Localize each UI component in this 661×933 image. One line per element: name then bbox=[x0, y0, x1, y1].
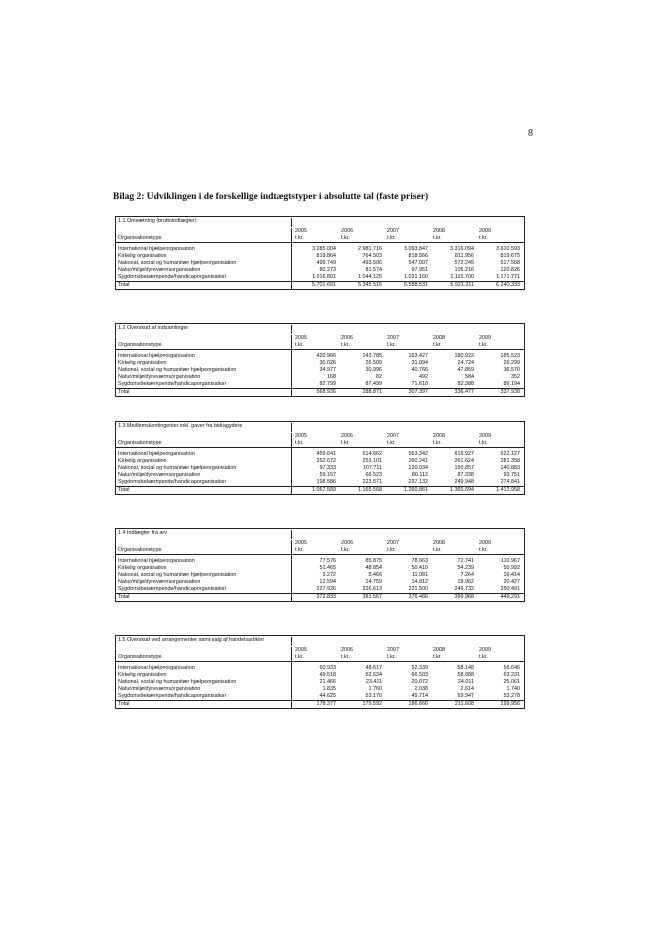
cell-value: 572.245 bbox=[454, 260, 474, 266]
total-value: 336.477 bbox=[454, 389, 474, 395]
row-label: Sygdomsbekæmpende/handicaporganisation bbox=[116, 274, 292, 281]
cell-value: 168 bbox=[327, 374, 336, 380]
year-header: 2005 bbox=[295, 647, 307, 653]
cell-value: 53.170 bbox=[365, 693, 382, 699]
cell-value: 26.509 bbox=[365, 360, 382, 366]
row-label: Natur/miljø/dyreværnsorganisation bbox=[116, 686, 292, 693]
data-table bbox=[115, 216, 525, 290]
total-value: 211.608 bbox=[454, 701, 474, 707]
table-title: 1.1 Omsætning (bruttoindtægter) bbox=[116, 218, 292, 227]
unit-header: t.kr. bbox=[341, 235, 350, 241]
year-header: 2008 bbox=[433, 335, 445, 341]
total-row bbox=[116, 700, 524, 708]
cell-value: 48.854 bbox=[365, 565, 382, 571]
year-header: 2005 bbox=[295, 433, 307, 439]
cell-value: 1.835 bbox=[322, 686, 336, 692]
cell-value: 36.570 bbox=[503, 367, 520, 373]
cell-value: 66.523 bbox=[365, 472, 382, 478]
row-label: Sygdomsbekæmpende/handicaporganisation bbox=[116, 479, 292, 486]
cell-value: 764.503 bbox=[362, 253, 382, 259]
cell-value: 261.624 bbox=[454, 458, 474, 464]
table-row bbox=[116, 381, 524, 388]
unit-header: t.kr. bbox=[295, 440, 304, 446]
cell-value: 180.922 bbox=[454, 353, 474, 359]
total-label: Total bbox=[116, 487, 292, 494]
total-value: 288.871 bbox=[362, 389, 382, 395]
cell-value: 52.339 bbox=[411, 665, 428, 671]
total-value: 1.067.589 bbox=[312, 487, 336, 493]
cell-value: 80.273 bbox=[319, 267, 336, 273]
cell-value: 140.883 bbox=[500, 465, 520, 471]
row-label: International hjælpeorganisation bbox=[116, 558, 292, 565]
row-label: Natur/miljø/dyreværnsorganisation bbox=[116, 374, 292, 381]
total-value: 568.936 bbox=[316, 389, 336, 395]
row-label: National, social og humanitær hjælpeorganisation bbox=[116, 572, 292, 579]
row-label: Sygdomsbekæmpende/handicaporganisation bbox=[116, 586, 292, 593]
data-table bbox=[115, 528, 525, 602]
cell-value: 819.675 bbox=[500, 253, 520, 259]
year-header: 2009 bbox=[479, 647, 491, 653]
header-spacer bbox=[116, 228, 292, 235]
cell-value: 1.044.125 bbox=[358, 274, 382, 280]
cell-value: 89.194 bbox=[503, 381, 520, 387]
table-row bbox=[116, 572, 524, 579]
cell-value: 5.466 bbox=[368, 572, 382, 578]
cell-value: 24.011 bbox=[457, 679, 474, 685]
cell-value: 25.061 bbox=[503, 679, 520, 685]
year-header: 2009 bbox=[479, 228, 491, 234]
table-row bbox=[116, 451, 524, 458]
table-row bbox=[116, 672, 524, 679]
organisation-type-header: Organisationstype bbox=[116, 342, 292, 349]
table-row bbox=[116, 458, 524, 465]
total-value: 199.956 bbox=[500, 701, 520, 707]
cell-value: 44.625 bbox=[319, 693, 336, 699]
cell-value: 163.427 bbox=[408, 353, 428, 359]
cell-value: 1.031.160 bbox=[404, 274, 428, 280]
cell-value: 87.338 bbox=[457, 472, 474, 478]
unit-header: t.kr. bbox=[387, 235, 396, 241]
unit-header: t.kr. bbox=[433, 235, 442, 241]
cell-value: 58.888 bbox=[457, 672, 474, 678]
year-header: 2006 bbox=[341, 647, 353, 653]
cell-value: 514.662 bbox=[362, 451, 382, 457]
unit-header: t.kr. bbox=[295, 547, 304, 553]
table-row bbox=[116, 465, 524, 472]
total-value: 1.260.861 bbox=[404, 487, 428, 493]
unit-header-row bbox=[116, 342, 524, 350]
unit-header-row bbox=[116, 654, 524, 662]
year-header: 2008 bbox=[433, 647, 445, 653]
table-row bbox=[116, 253, 524, 260]
row-label: Natur/miljø/dyreværnsorganisation bbox=[116, 267, 292, 274]
cell-value: 97.333 bbox=[319, 465, 336, 471]
year-header-row bbox=[116, 227, 524, 235]
cell-value: 49.518 bbox=[319, 672, 336, 678]
cell-value: 120.034 bbox=[408, 465, 428, 471]
total-value: 399.968 bbox=[454, 594, 474, 600]
total-value: 449.291 bbox=[500, 594, 520, 600]
total-value: 186.666 bbox=[408, 701, 428, 707]
cell-value: 420.966 bbox=[316, 353, 336, 359]
header-spacer bbox=[116, 647, 292, 654]
cell-value: 93.751 bbox=[503, 472, 520, 478]
cell-value: 30.996 bbox=[365, 367, 382, 373]
cell-value: 69.947 bbox=[457, 693, 474, 699]
cell-value: 811.956 bbox=[454, 253, 474, 259]
total-label: Total bbox=[116, 389, 292, 396]
page-number: 8 bbox=[528, 128, 533, 139]
cell-value: 2.038 bbox=[414, 686, 428, 692]
year-header-row bbox=[116, 646, 524, 654]
row-label: National, social og humanitær hjælpeorganisation bbox=[116, 260, 292, 267]
table-title: 1.4 Indtægter fra arv bbox=[116, 530, 292, 539]
unit-header: t.kr. bbox=[433, 440, 442, 446]
cell-value: 47.859 bbox=[457, 367, 474, 373]
cell-value: 45.714 bbox=[411, 693, 428, 699]
table-title-row bbox=[116, 636, 524, 646]
organisation-type-header: Organisationstype bbox=[116, 235, 292, 242]
year-header: 2009 bbox=[479, 433, 491, 439]
year-header: 2008 bbox=[433, 433, 445, 439]
unit-header: t.kr. bbox=[341, 547, 350, 553]
year-header: 2007 bbox=[387, 335, 399, 341]
cell-value: 252.672 bbox=[316, 458, 336, 464]
year-header: 2006 bbox=[341, 540, 353, 546]
cell-value: 2.614 bbox=[460, 686, 474, 692]
year-header: 2007 bbox=[387, 228, 399, 234]
row-label: Sygdomsbekæmpende/handicaporganisation bbox=[116, 693, 292, 700]
header-spacer bbox=[116, 433, 292, 440]
year-header: 2007 bbox=[387, 647, 399, 653]
table-row bbox=[116, 579, 524, 586]
year-header: 2005 bbox=[295, 228, 307, 234]
cell-value: 143.785 bbox=[362, 353, 382, 359]
cell-value: 107.711 bbox=[362, 465, 382, 471]
cell-value: 7.264 bbox=[460, 572, 474, 578]
year-header-row bbox=[116, 334, 524, 342]
cell-value: 51.465 bbox=[319, 565, 336, 571]
unit-header: t.kr. bbox=[479, 440, 488, 446]
row-label: Kirkelig organisation bbox=[116, 458, 292, 465]
header-spacer bbox=[116, 540, 292, 547]
cell-value: 1.115.700 bbox=[450, 274, 474, 280]
cell-value: 14.812 bbox=[411, 579, 428, 585]
year-header: 2007 bbox=[387, 540, 399, 546]
cell-value: 818.566 bbox=[408, 253, 428, 259]
cell-value: 87.499 bbox=[365, 381, 382, 387]
cell-value: 60.933 bbox=[319, 665, 336, 671]
cell-value: 12.594 bbox=[319, 579, 336, 585]
cell-value: 274.841 bbox=[500, 479, 520, 485]
unit-header: t.kr. bbox=[387, 547, 396, 553]
row-label: International hjælpeorganisation bbox=[116, 665, 292, 672]
cell-value: 24.724 bbox=[457, 360, 474, 366]
year-header: 2009 bbox=[479, 540, 491, 546]
organisation-type-header: Organisationstype bbox=[116, 547, 292, 554]
cell-value: 1.740 bbox=[506, 686, 520, 692]
cell-value: 18.962 bbox=[457, 579, 474, 585]
cell-value: 54.239 bbox=[457, 565, 474, 571]
cell-value: 21.466 bbox=[319, 679, 336, 685]
table-title: 1.2 Overskud af indsamlinger bbox=[116, 325, 292, 334]
cell-value: 221.500 bbox=[408, 586, 428, 592]
cell-value: 97.951 bbox=[411, 267, 428, 273]
year-header-row bbox=[116, 539, 524, 547]
cell-value: 237.132 bbox=[408, 479, 428, 485]
cell-value: 26.299 bbox=[503, 360, 520, 366]
cell-value: 198.586 bbox=[316, 479, 336, 485]
total-row bbox=[116, 281, 524, 289]
cell-value: 281.358 bbox=[500, 458, 520, 464]
cell-value: 492 bbox=[419, 374, 428, 380]
unit-header: t.kr. bbox=[479, 342, 488, 348]
row-label: International hjælpeorganisation bbox=[116, 451, 292, 458]
row-label: Kirkelig organisation bbox=[116, 672, 292, 679]
row-label: Kirkelig organisation bbox=[116, 565, 292, 572]
total-label: Total bbox=[116, 282, 292, 289]
row-label: Kirkelig organisation bbox=[116, 253, 292, 260]
unit-header: t.kr. bbox=[479, 235, 488, 241]
row-label: National, social og humanitær hjælpeorganisation bbox=[116, 367, 292, 374]
cell-value: 517.568 bbox=[500, 260, 520, 266]
cell-value: 352 bbox=[511, 374, 520, 380]
cell-value: 3.285.004 bbox=[312, 246, 336, 252]
cell-value: 1.171.771 bbox=[496, 274, 520, 280]
cell-value: 227.926 bbox=[316, 586, 336, 592]
table-title-row bbox=[116, 324, 524, 334]
table-title-row bbox=[116, 217, 524, 227]
cell-value: 110.967 bbox=[500, 558, 520, 564]
cell-value: 50.410 bbox=[411, 565, 428, 571]
unit-header-row bbox=[116, 235, 524, 243]
total-row bbox=[116, 486, 524, 494]
table-row bbox=[116, 472, 524, 479]
table-row bbox=[116, 558, 524, 565]
row-label: Sygdomsbekæmpende/handicaporganisation bbox=[116, 381, 292, 388]
unit-header: t.kr. bbox=[479, 547, 488, 553]
table-row bbox=[116, 260, 524, 267]
table-row bbox=[116, 479, 524, 486]
cell-value: 105.216 bbox=[454, 267, 474, 273]
total-row bbox=[116, 388, 524, 396]
total-value: 5.921.211 bbox=[450, 282, 474, 288]
cell-value: 260.241 bbox=[408, 458, 428, 464]
table-row bbox=[116, 679, 524, 686]
cell-value: 11.081 bbox=[411, 572, 428, 578]
table-row bbox=[116, 246, 524, 253]
unit-header: t.kr. bbox=[387, 440, 396, 446]
cell-value: 66.503 bbox=[411, 672, 428, 678]
total-value: 178.377 bbox=[316, 701, 336, 707]
table-row bbox=[116, 693, 524, 700]
unit-header: t.kr. bbox=[295, 654, 304, 660]
year-header: 2007 bbox=[387, 433, 399, 439]
cell-value: 249.948 bbox=[454, 479, 474, 485]
unit-header: t.kr. bbox=[387, 342, 396, 348]
row-label: Natur/miljø/dyreværnsorganisation bbox=[116, 579, 292, 586]
cell-value: 14.759 bbox=[365, 579, 382, 585]
total-value: 179.592 bbox=[362, 701, 382, 707]
year-header: 2005 bbox=[295, 335, 307, 341]
year-header: 2006 bbox=[341, 433, 353, 439]
table-row bbox=[116, 686, 524, 693]
year-header: 2006 bbox=[341, 335, 353, 341]
cell-value: 150.857 bbox=[454, 465, 474, 471]
cell-value: 82 bbox=[376, 374, 382, 380]
cell-value: 50.992 bbox=[503, 565, 520, 571]
row-label: International hjælpeorganisation bbox=[116, 353, 292, 360]
cell-value: 563.342 bbox=[408, 451, 428, 457]
row-label: National, social og humanitær hjælpeorganisation bbox=[116, 465, 292, 472]
cell-value: 63.231 bbox=[503, 672, 520, 678]
year-header: 2008 bbox=[433, 228, 445, 234]
unit-header: t.kr. bbox=[433, 654, 442, 660]
cell-value: 34.977 bbox=[319, 367, 336, 373]
total-value: 337.938 bbox=[500, 389, 520, 395]
cell-value: 72.741 bbox=[457, 558, 474, 564]
total-value: 1.165.568 bbox=[358, 487, 382, 493]
year-header-row bbox=[116, 432, 524, 440]
cell-value: 85.875 bbox=[365, 558, 382, 564]
data-table bbox=[115, 421, 525, 495]
row-label: Natur/miljø/dyreværnsorganisation bbox=[116, 472, 292, 479]
cell-value: 3.316.094 bbox=[450, 246, 474, 252]
cell-value: 71.618 bbox=[411, 381, 428, 387]
cell-value: 493.596 bbox=[362, 260, 382, 266]
total-value: 376.466 bbox=[408, 594, 428, 600]
cell-value: 77.576 bbox=[319, 558, 336, 564]
cell-value: 30.026 bbox=[319, 360, 336, 366]
unit-header-row bbox=[116, 440, 524, 448]
year-header: 2009 bbox=[479, 335, 491, 341]
total-label: Total bbox=[116, 594, 292, 601]
document-heading: Bilag 2: Udviklingen i de forskellige indtægtstyper i absolutte tal (faste priser) bbox=[113, 192, 429, 202]
cell-value: 31.094 bbox=[411, 360, 428, 366]
row-label: International hjælpeorganisation bbox=[116, 246, 292, 253]
data-table bbox=[115, 635, 525, 709]
cell-value: 53.278 bbox=[503, 693, 520, 699]
cell-value: 82.388 bbox=[457, 381, 474, 387]
row-label: National, social og humanitær hjælpeorganisation bbox=[116, 679, 292, 686]
table-row bbox=[116, 360, 524, 367]
cell-value: 78.663 bbox=[411, 558, 428, 564]
table-row bbox=[116, 374, 524, 381]
cell-value: 40.766 bbox=[411, 367, 428, 373]
unit-header-row bbox=[116, 547, 524, 555]
total-value: 1.365.694 bbox=[450, 487, 474, 493]
unit-header: t.kr. bbox=[341, 342, 350, 348]
table-title-row bbox=[116, 529, 524, 539]
cell-value: 615.927 bbox=[454, 451, 474, 457]
cell-value: 3.272 bbox=[322, 572, 336, 578]
cell-value: 459.641 bbox=[316, 451, 336, 457]
table-row bbox=[116, 367, 524, 374]
total-row bbox=[116, 593, 524, 601]
cell-value: 58.148 bbox=[457, 665, 474, 671]
year-header: 2005 bbox=[295, 540, 307, 546]
organisation-type-header: Organisationstype bbox=[116, 440, 292, 447]
table-row bbox=[116, 565, 524, 572]
cell-value: 547.007 bbox=[408, 260, 428, 266]
unit-header: t.kr. bbox=[295, 342, 304, 348]
cell-value: 59.157 bbox=[319, 472, 336, 478]
data-table bbox=[115, 323, 525, 397]
cell-value: 223.571 bbox=[362, 479, 382, 485]
cell-value: 56.646 bbox=[503, 665, 520, 671]
total-value: 307.397 bbox=[408, 389, 428, 395]
cell-value: 52.634 bbox=[365, 672, 382, 678]
total-label: Total bbox=[116, 701, 292, 708]
cell-value: 20.072 bbox=[411, 679, 428, 685]
unit-header: t.kr. bbox=[341, 654, 350, 660]
year-header: 2008 bbox=[433, 540, 445, 546]
total-value: 372.833 bbox=[316, 594, 336, 600]
unit-header: t.kr. bbox=[341, 440, 350, 446]
cell-value: 2.981.716 bbox=[358, 246, 382, 252]
total-value: 6.240.333 bbox=[496, 282, 520, 288]
row-label: Kirkelig organisation bbox=[116, 360, 292, 367]
table-row bbox=[116, 665, 524, 672]
cell-value: 819.864 bbox=[316, 253, 336, 259]
cell-value: 1.016.801 bbox=[312, 274, 336, 280]
unit-header: t.kr. bbox=[295, 235, 304, 241]
cell-value: 622.127 bbox=[500, 451, 520, 457]
unit-header: t.kr. bbox=[387, 654, 396, 660]
table-row bbox=[116, 267, 524, 274]
cell-value: 1.760 bbox=[368, 686, 382, 692]
cell-value: 185.523 bbox=[500, 353, 520, 359]
cell-value: 584 bbox=[465, 374, 474, 380]
header-spacer bbox=[116, 335, 292, 342]
cell-value: 48.617 bbox=[365, 665, 382, 671]
cell-value: 16.414 bbox=[503, 572, 520, 578]
cell-value: 226.613 bbox=[362, 586, 382, 592]
cell-value: 3.093.847 bbox=[404, 246, 428, 252]
cell-value: 253.101 bbox=[362, 458, 382, 464]
cell-value: 250.491 bbox=[500, 586, 520, 592]
cell-value: 23.411 bbox=[365, 679, 382, 685]
cell-value: 20.427 bbox=[503, 579, 520, 585]
cell-value: 80.112 bbox=[411, 472, 428, 478]
total-value: 5.345.516 bbox=[358, 282, 382, 288]
total-value: 5.588.531 bbox=[404, 282, 428, 288]
cell-value: 82.799 bbox=[319, 381, 336, 387]
total-value: 1.412.958 bbox=[496, 487, 520, 493]
table-row bbox=[116, 586, 524, 593]
cell-value: 499.749 bbox=[316, 260, 336, 266]
table-row bbox=[116, 274, 524, 281]
cell-value: 3.610.593 bbox=[496, 246, 520, 252]
table-row bbox=[116, 353, 524, 360]
table-title: 1.3 Medlemskontingenter inkl. gaver fra bidragydere bbox=[116, 423, 292, 432]
unit-header: t.kr. bbox=[433, 547, 442, 553]
unit-header: t.kr. bbox=[433, 342, 442, 348]
total-value: 381.567 bbox=[362, 594, 382, 600]
cell-value: 120.826 bbox=[500, 267, 520, 273]
organisation-type-header: Organisationstype bbox=[116, 654, 292, 661]
cell-value: 81.574 bbox=[365, 267, 382, 273]
unit-header: t.kr. bbox=[479, 654, 488, 660]
table-title: 1.5 Overskud ved arrangementer samt salg af handelsartikler bbox=[116, 637, 292, 646]
year-header: 2006 bbox=[341, 228, 353, 234]
cell-value: 246.732 bbox=[454, 586, 474, 592]
table-title-row bbox=[116, 422, 524, 432]
total-value: 5.701.691 bbox=[312, 282, 336, 288]
